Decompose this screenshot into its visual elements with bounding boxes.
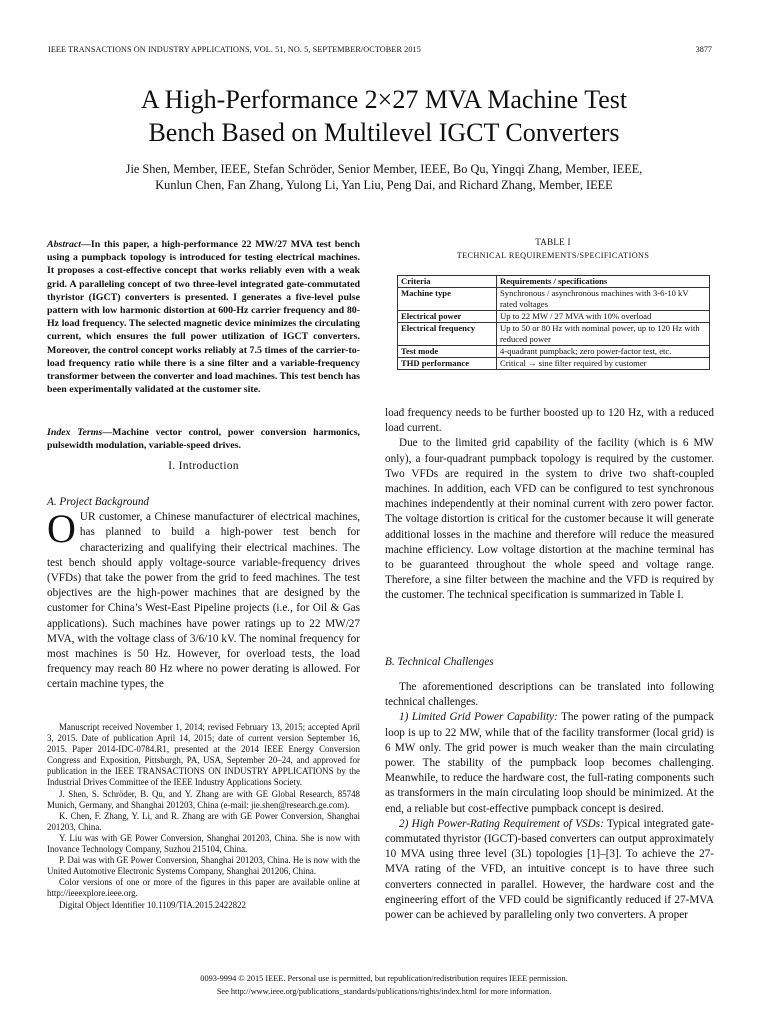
authors-line-2: Kunlun Chen, Fan Zhang, Yulong Li, Yan Liu, Peng Dai, and Richard Zhang, Member, IEEE: [155, 178, 613, 192]
table-caption: [385, 236, 721, 262]
abstract: [47, 238, 360, 396]
table-cell-spec: Critical → sine filter required by customer: [497, 358, 710, 370]
copyright-line-2: See http://www.ieee.org/publications_standards/publications/rights/index.html for more information.: [216, 986, 552, 996]
subsection-heading: A. Project Background: [47, 496, 150, 508]
technical-challenges-text: [385, 680, 714, 923]
paragraph: load frequency needs to be further boosted up to 120 Hz, with a reduced load current.: [385, 407, 714, 435]
table-title: TECHNICAL REQUIREMENTS/SPECIFICATIONS: [456, 251, 650, 260]
paragraph: The aforementioned descriptions can be translated into following technical challenges.: [385, 681, 714, 709]
paragraph: Due to the limited grid capability of the facility (which is 6 MW only), a four-quadrant pumpback topology is required by the customer. Two VFDs are required in the system to drive two shaft-coupled machines. In addition, each VFD can be configured to test synchronous machines independently at their nominal current with zero power factor. The voltage distortion is critical for the customer because it will generate additional losses in the machine and therefore will reduce the measured machine efficiency. Low voltage distortion at the machine terminal has to be guaranteed throughout the whole speed and voltage range. Therefore, a sine filter between the machine and the VFD is required by the customer. The technical specification is summarized in Table I.: [385, 437, 714, 602]
index-terms: [47, 426, 360, 452]
table-cell-spec: 4-quadrant pumpback; zero power-factor test, etc.: [497, 346, 710, 358]
table-header-cell: Criteria: [398, 276, 497, 288]
page-number: 3877: [695, 45, 712, 54]
table-cell-spec: Up to 22 MW / 27 MVA with 10% overload: [497, 311, 710, 323]
table-cell-criteria: Machine type: [398, 288, 497, 311]
copyright-line-1: 0093-9994 © 2015 IEEE. Personal use is permitted, but republication/redistribution requires IEEE permission.: [200, 974, 568, 983]
authors-line-1: Jie Shen, Member, IEEE, Stefan Schröder, Senior Member, IEEE, Bo Qu, Yingqi Zhang, Member, IEEE,: [125, 162, 643, 176]
paragraph-body: Typical integrated gate-commutated thyristor (IGCT)-based converters can output approximately 10 MVA using three level (3L) topologies [1]–[3]. To achieve the 27-MVA rating of the VFD, an intuitive concept is to have three such converters connected in parallel. However, the hardware cost and the engineering effort of the VFD could be significantly reduced if 27-MVA power can be achieved by paralleling only two converters. A proper: [385, 817, 714, 922]
table-cell-criteria: THD performance: [398, 358, 497, 370]
footnote-line: Manuscript received November 1, 2014; revised February 13, 2015; accepted April 3, 2015. Date of publication April 14, 2015; date of current version September 16, 2015. Paper 2014-IDC-0784.R1, presented at the 2014 IEEE Energy Conversion Congress and Exposition, Pittsburgh, PA, USA, September 20–24, and approved for publication in the IEEE TRANSACTIONS ON INDUSTRY APPLICATIONS by the Industrial Drives Committee of the IEEE Industry Applications Society.: [47, 722, 360, 788]
paper-title: [40, 83, 728, 149]
footnote-line: P. Dai was with GE Power Conversion, Shanghai 201203, China. He is now with the United Automotive Electronic Systems Company, Shanghai 201206, China.: [47, 855, 360, 877]
table-label: TABLE I: [535, 237, 571, 247]
table-cell-criteria: Electrical frequency: [398, 323, 497, 346]
right-column-text: [385, 406, 714, 604]
running-header: IEEE TRANSACTIONS ON INDUSTRY APPLICATIONS, VOL. 51, NO. 5, SEPTEMBER/OCTOBER 2015: [48, 45, 421, 54]
copyright-notice: [40, 973, 728, 998]
author-list: [40, 161, 728, 193]
footnote-line: Color versions of one or more of the figures in this paper are available online at http://ieeexplore.ieee.org.: [47, 877, 360, 899]
table-row: [398, 311, 710, 323]
title-line-2: Bench Based on Multilevel IGCT Converters: [148, 118, 620, 147]
first-page-footnote: [47, 722, 360, 911]
table-cell-criteria: Electrical power: [398, 311, 497, 323]
table-header-row: [398, 276, 710, 288]
table-row: [398, 288, 710, 311]
spec-table: [397, 275, 710, 370]
paragraph-body: The power rating of the pumpack loop is up to 22 MW, while that of the facility transformer (local grid) is 6 MW only. The grid power is much weaker than the main circulating power. The stability of the pumpback loop becomes challenging. Meanwhile, to reduce the hardware cost, the full-rating components such as transformers in the main circulating loop should be minimized. At the end, a reliable but cost-effective pumpback concept is desired.: [385, 711, 714, 815]
table-row: [398, 323, 710, 346]
table-header-cell: Requirements / specifications: [497, 276, 710, 288]
abstract-text: —In this paper, a high-performance 22 MW/27 MVA test bench using a pumpback topology is introduced for testing electrical machines. It proposes a cost-effective concept that works reliably even with a weak grid. A paralleling concept of two three-level integrated gate-commutated thyristor (IGCT) converters is presented. I generates a five-level pulse pattern with low harmonic distortion at 600-Hz carrier frequency and 80-Hz load frequency. The selected magnetic device minimizes the circulating current, which ensures the full power utilization of IGCT converters. Moreover, the control concept works reliably at 7.5 times of the carrier-to-load frequency ratio while there is a sine filter and a variable-frequency transformer between the converter and load machines. This test bench has been experimentally validated at the customer site.: [47, 239, 360, 396]
subsection-heading-b: B. Technical Challenges: [385, 656, 494, 668]
introduction-body: [47, 495, 360, 693]
table-cell-criteria: Test mode: [398, 346, 497, 358]
table-row: [398, 358, 710, 370]
paragraph: [385, 710, 714, 816]
footnote-line: K. Chen, F. Zhang, Y. Li, and R. Zhang are with GE Power Conversion, Shanghai 201203, China.: [47, 810, 360, 832]
footnote-line: J. Shen, S. Schröder, B. Qu, and Y. Zhang are with GE Global Research, 85748 Munich, Germany, and Shanghai 201203, China (e-mail: jie.shen@research.ge.com).: [47, 788, 360, 810]
index-terms-text: —Machine vector control, power conversion harmonics, pulsewidth modulation, variable-speed drives.: [47, 427, 360, 452]
drop-cap: O: [47, 506, 76, 552]
footnote-line: Digital Object Identifier 10.1109/TIA.2015.2422822: [59, 899, 246, 910]
table-cell-spec: Up to 50 or 80 Hz with nominal power, up to 120 Hz with reduced power: [497, 323, 710, 346]
abstract-lead: Abstract: [47, 239, 82, 250]
index-terms-lead: Index Terms: [47, 427, 103, 438]
footnote-line: Y. Liu was with GE Power Conversion, Shanghai 201203, China. She is now with Inovance Technology Company, Suzhou 215104, China.: [47, 832, 360, 855]
paragraph-lead: 2) High Power-Rating Requirement of VSDs:: [399, 817, 604, 830]
section-heading: I. Introduction: [168, 460, 239, 472]
title-line-1: A High-Performance 2×27 MVA Machine Test: [140, 85, 628, 114]
paragraph: [385, 817, 714, 923]
paragraph-lead: 1) Limited Grid Power Capability:: [399, 711, 558, 724]
table-cell-spec: Synchronous / asynchronous machines with 3-6-10 kV rated voltages: [497, 288, 710, 311]
intro-paragraph: UR customer, a Chinese manufacturer of electrical machines, has planned to build a high-power test bench for characterizing and qualifying their electrical machines. The test bench should apply voltage-source variable-frequency drives (VFDs) that take the power from the grid to feed machines. The test objectives are the high-power machines that are designed by the customer for China’s West-East Pipeline projects (i.e., for Oil & Gas applications). Such machines have power ratings up to 22 MW/27 MVA, with the voltage class of 3/6/10 kV. The nominal frequency for most machines is 50 Hz. However, for overload tests, the load frequency may reach 80 Hz where no power derating is allowed. For certain machine types, the: [47, 511, 360, 691]
table-row: [398, 346, 710, 358]
